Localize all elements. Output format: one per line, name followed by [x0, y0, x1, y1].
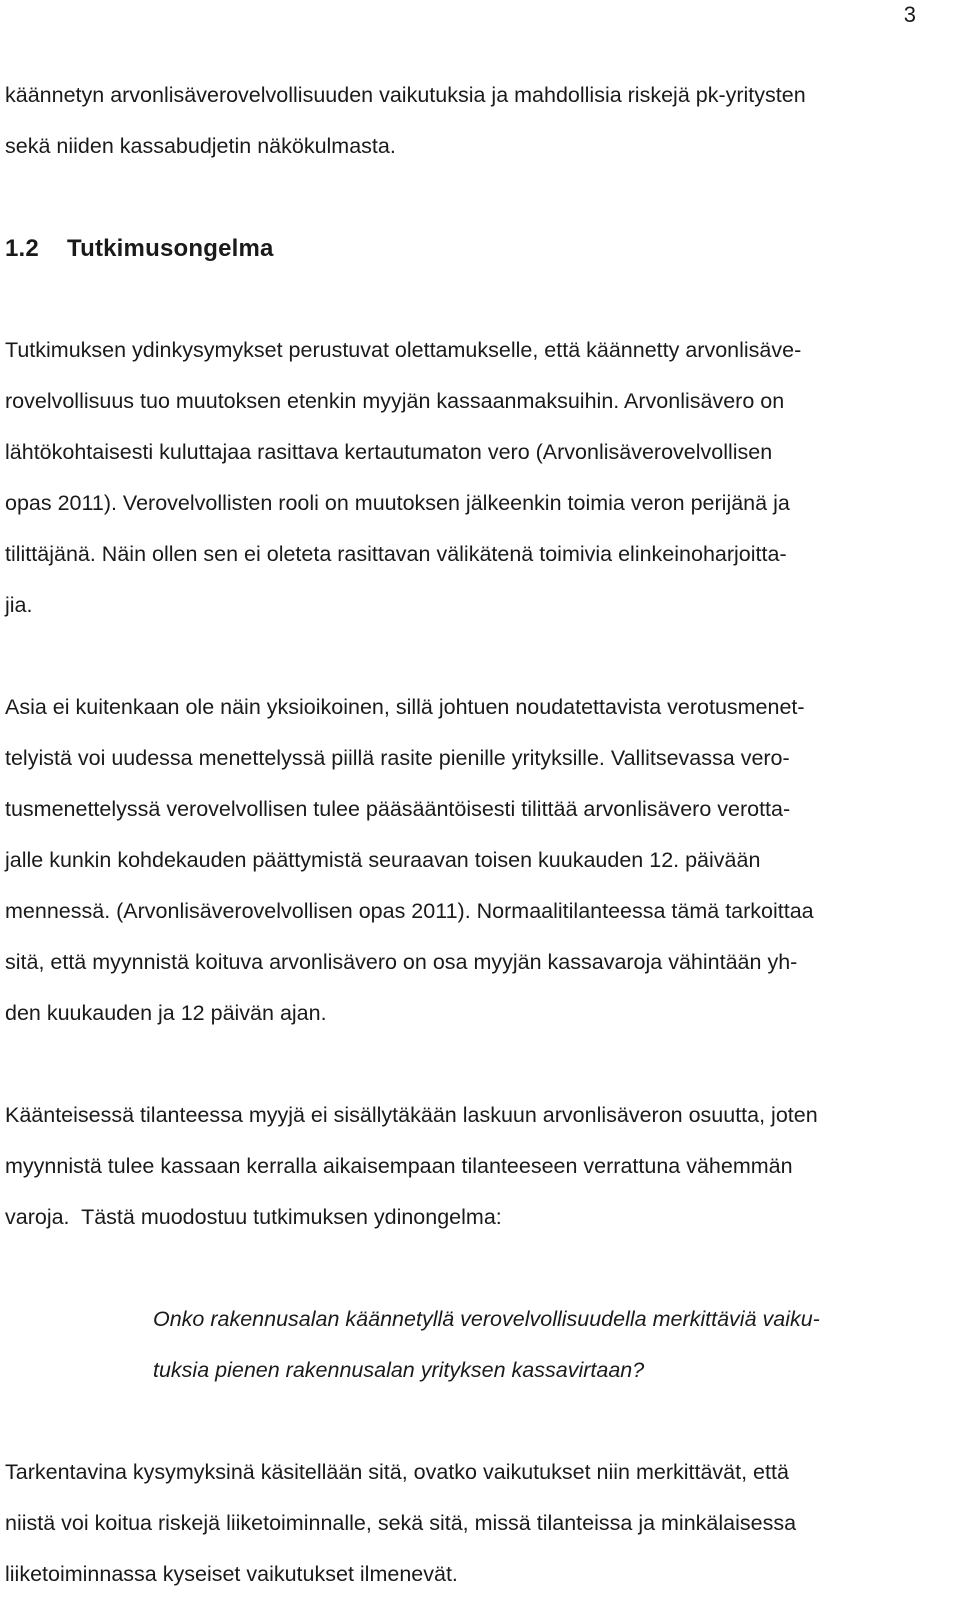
text-line: sekä niiden kassabudjetin näkökulmasta.: [5, 134, 396, 158]
text-line: varoja. Tästä muodostuu tutkimuksen ydinongelma:: [5, 1205, 502, 1229]
text-line: Käänteisessä tilanteessa myyjä ei sisällytäkään laskuun arvonlisäveron osuutta, joten: [5, 1103, 818, 1127]
text-line: tilittäjänä. Näin ollen sen ei oleteta rasittavan välikätenä toimivia elinkeinoharjoitta-: [5, 542, 787, 566]
text-line: jia.: [5, 593, 33, 617]
text-line: rovelvollisuus tuo muutoksen etenkin myyjän kassaanmaksuihin. Arvonlisävero on: [5, 389, 785, 413]
section-number: 1.2: [5, 235, 39, 262]
text-line: tusmenettelyssä verovelvollisen tulee pääsääntöisesti tilittää arvonlisävero verotta-: [5, 797, 791, 821]
paragraph-3: [5, 1090, 955, 1243]
section-heading: [5, 223, 955, 274]
text-line: liiketoiminnassa kyseiset vaikutukset ilmenevät.: [5, 1562, 458, 1586]
text-line: jalle kunkin kohdekauden päättymistä seuraavan toisen kuukauden 12. päivään: [5, 848, 761, 872]
text-line: Asia ei kuitenkaan ole näin yksioikoinen, sillä johtuen noudatettavista verotusmenet-: [5, 695, 805, 719]
spacer: [5, 274, 955, 325]
text-line: käännetyn arvonlisäverovelvollisuuden vaikutuksia ja mahdollisia riskejä pk-yritysten: [5, 83, 806, 107]
text-line: niistä voi koitua riskejä liiketoiminnalle, sekä sitä, missä tilanteissa ja minkälaisessa: [5, 1511, 797, 1535]
text-line: mennessä. (Arvonlisäverovelvollisen opas 2011). Normaalitilanteessa tämä tarkoittaa: [5, 899, 814, 923]
spacer: [5, 1243, 955, 1294]
paragraph-4: [5, 1447, 955, 1600]
text-line: myynnistä tulee kassaan kerralla aikaisempaan tilanteeseen verrattuna vähemmän: [5, 1154, 793, 1178]
text-line: Tarkentavina kysymyksinä käsitellään sitä, ovatko vaikutukset niin merkittävät, että: [5, 1460, 789, 1484]
paragraph-2: [5, 682, 955, 1039]
intro-paragraph: [5, 70, 955, 172]
section-title: Tutkimusongelma: [67, 235, 274, 262]
research-question: [153, 1294, 955, 1396]
spacer: [5, 172, 955, 223]
text-line: opas 2011). Verovelvollisten rooli on muutoksen jälkeenkin toimia veron perijänä ja: [5, 491, 790, 515]
page-content: [5, 70, 955, 1600]
paragraph-1: [5, 325, 955, 631]
text-line: den kuukauden ja 12 päivän ajan.: [5, 1001, 327, 1025]
text-line: Onko rakennusalan käännetyllä verovelvollisuudella merkittäviä vaiku-: [153, 1307, 820, 1331]
text-line: Tutkimuksen ydinkysymykset perustuvat olettamukselle, että käännetty arvonlisäve-: [5, 338, 802, 362]
spacer: [5, 1396, 955, 1447]
text-line: lähtökohtaisesti kuluttajaa rasittava kertautumaton vero (Arvonlisäverovelvollisen: [5, 440, 773, 464]
page-number: 3: [903, 2, 916, 27]
text-line: sitä, että myynnistä koituva arvonlisävero on osa myyjän kassavaroja vähintään yh-: [5, 950, 798, 974]
spacer: [5, 631, 955, 682]
text-line: telyistä voi uudessa menettelyssä piillä rasite pienille yrityksille. Vallitsevassa vero-: [5, 746, 790, 770]
spacer: [5, 1039, 955, 1090]
text-line: tuksia pienen rakennusalan yrityksen kassavirtaan?: [153, 1358, 645, 1382]
